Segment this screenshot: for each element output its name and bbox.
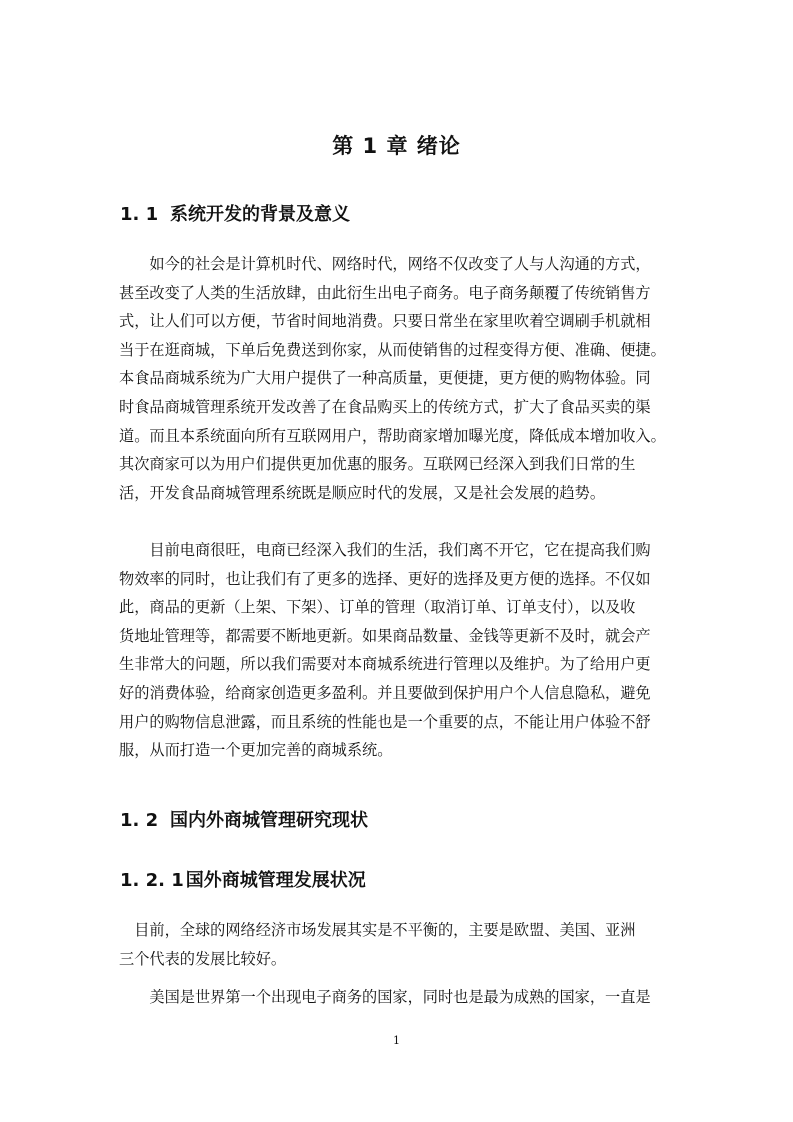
paragraph-line: 货地址管理等，都需要不断地更新。如果商品数量、金钱等更新不及时，就会产 [119, 626, 651, 645]
paragraph-line: 活，开发食品商城管理系统既是顺应时代的发展，又是社会发展的趋势。 [119, 483, 605, 502]
paragraph-line: 服，从而打造一个更加完善的商城系统。 [119, 741, 393, 760]
paragraph-line: 好的消费体验，给商家创造更多盈利。并且要做到保护用户个人信息隐私，避免 [119, 683, 651, 702]
section-title: 国内外商城管理研究现状 [170, 810, 368, 831]
paragraph-line: 道。而且本系统面向所有互联网用户，帮助商家增加曝光度，降低成本增加收入。 [119, 426, 666, 445]
paragraph-line: 物效率的同时，也让我们有了更多的选择、更好的选择及更方便的选择。不仅如 [119, 569, 651, 588]
paragraph-line: 用户的购物信息泄露，而且系统的性能也是一个重要的点，不能让用户体验不舒 [119, 712, 651, 731]
subsection-heading-1-2-1 [120, 866, 366, 892]
section-heading-1-1 [120, 200, 350, 226]
paragraph-line: 本食品商城系统为广大用户提供了一种高质量，更便捷，更方便的购物体验。同 [119, 369, 651, 388]
section-number: 1. 2 [120, 810, 159, 831]
paragraph-usa [119, 983, 679, 1012]
paragraph-line: 其次商家可以为用户们提供更加优惠的服务。互联网已经深入到我们日常的生 [119, 455, 636, 474]
paragraph-background [119, 250, 679, 507]
paragraph-line: 时食品商城管理系统开发改善了在食品购买上的传统方式，扩大了食品买卖的渠 [119, 397, 651, 416]
section-number: 1. 1 [120, 204, 159, 225]
paragraph-line: 此，商品的更新（上架、下架）、订单的管理（取消订单、订单支付），以及收 [119, 598, 636, 617]
paragraph-significance [119, 536, 679, 765]
page-number: 1 [393, 1034, 400, 1047]
paragraph-line: 甚至改变了人类的生活放肆，由此衍生出电子商务。电子商务颠覆了传统销售方 [119, 283, 651, 302]
paragraph-line: 美国是世界第一个出现电子商务的国家，同时也是最为成熟的国家，一直是 [119, 988, 651, 1006]
paragraph-line: 三个代表的发展比较好。 [119, 949, 287, 968]
subsection-title: 国外商城管理发展状况 [185, 870, 366, 891]
paragraph-global-market [119, 916, 679, 973]
paragraph-line: 目前，全球的网络经济市场发展其实是不平衡的，主要是欧盟、美国、亚洲 [119, 921, 636, 939]
section-heading-1-2 [120, 806, 368, 832]
section-title: 系统开发的背景及意义 [170, 204, 350, 225]
paragraph-line: 当于在逛商城，下单后免费送到你家，从而使销售的过程变得方便、准确、便捷。 [119, 340, 666, 359]
chapter-title: 第 1 章 绪论 [332, 134, 461, 158]
paragraph-line: 目前电商很旺，电商已经深入我们的生活，我们离不开它，它在提高我们购 [119, 541, 651, 559]
subsection-number: 1. 2. 1 [120, 870, 184, 891]
paragraph-line: 式，让人们可以方便，节省时间地消费。只要日常坐在家里吹着空调刷手机就相 [119, 312, 651, 331]
paragraph-line: 生非常大的问题，所以我们需要对本商城系统进行管理以及维护。为了给用户更 [119, 655, 651, 674]
paragraph-line: 如今的社会是计算机时代、网络时代，网络不仅改变了人与人沟通的方式， [119, 255, 651, 273]
